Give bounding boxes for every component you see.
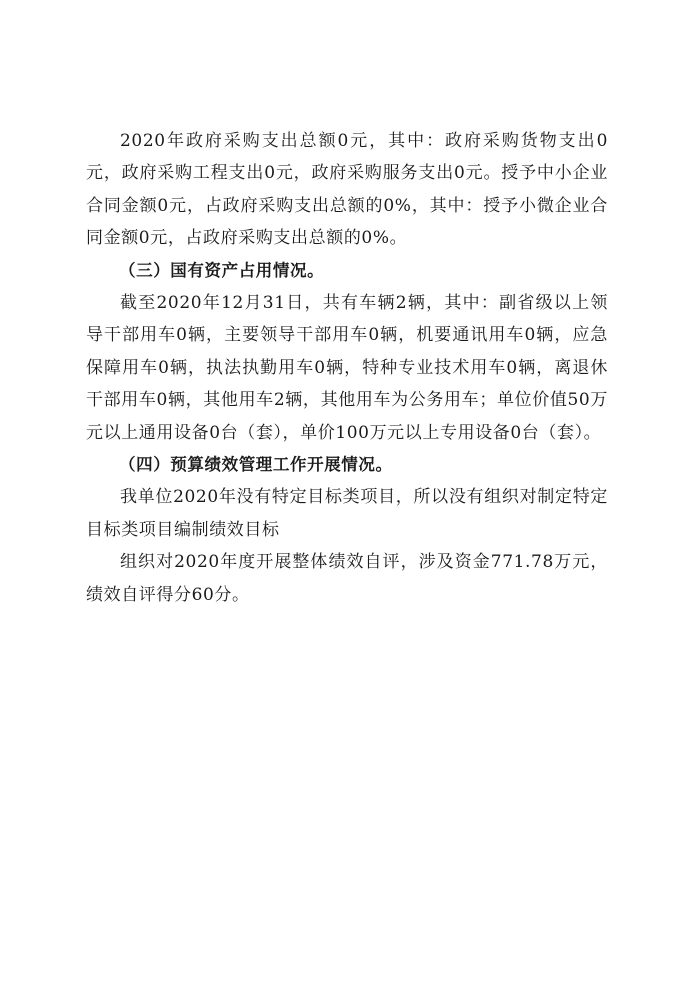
procurement-paragraph: 2020年政府采购支出总额0元，其中：政府采购货物支出0元，政府采购工程支出0元，政府采购服务支出0元。授予中小企业合同金额0元，占政府采购支出总额的0%，其中：授予小微企业合同金额0元，占政府采购支出总额的0%。 <box>86 131 608 249</box>
performance-paragraph-2: 组织对2020年度开展整体绩效自评，涉及资金771.78万元，绩效自评得分60分。 <box>86 552 608 605</box>
assets-paragraph: 截至2020年12月31日，共有车辆2辆，其中：副省级以上领导干部用车0辆，主要领导干部用车0辆，机要通讯用车0辆，应急保障用车0辆，执法执勤用车0辆，特种专业技术用车0辆，离退休干部用车0辆，其他用车2辆，其他用车为公务用车；单位价值50万元以上通用设备0台（套），单价100万元以上专用设备0台（套）。 <box>86 293 608 443</box>
section-heading-assets: （三）国有资产占用情况。 <box>119 260 325 280</box>
performance-paragraph-1: 我单位2020年没有特定目标类项目，所以没有组织对制定特定目标类项目编制绩效目标 <box>86 487 608 540</box>
section-heading-performance: （四）预算绩效管理工作开展情况。 <box>119 455 393 475</box>
